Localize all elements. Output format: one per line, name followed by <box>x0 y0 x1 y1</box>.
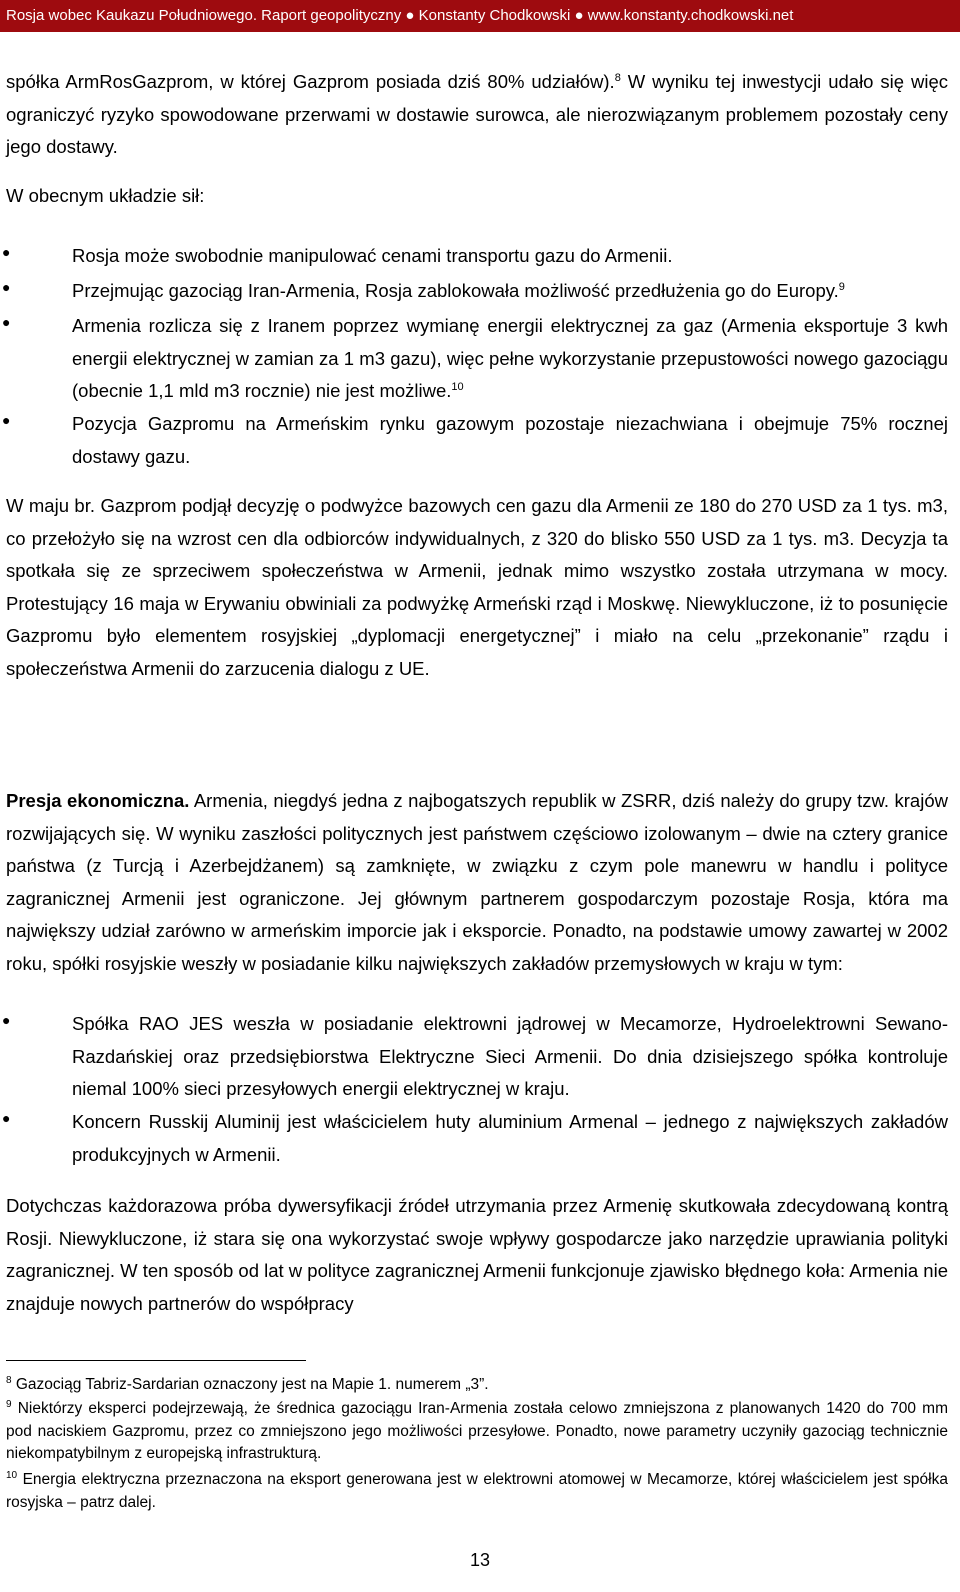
list-item: Armenia rozlicza się z Iranem poprzez wymianę energii elektrycznej za gaz (Armenia eksportuje 3 kwh energii elektrycznej w zamian za 1 m3 gazu), więc pełne wykorzystanie przepustowości nowego gazociągu (obecnie 1,1 mld m3 rocznie) nie jest możliwe.$^{10}$ <box>72 315 948 401</box>
bullet-icon: ● <box>2 314 11 330</box>
bullet-icon: ● <box>2 412 11 428</box>
bullet-icon: ● <box>2 279 11 295</box>
paragraph-vicious-circle: Dotychczas każdorazowa próba dywersyfikacji źródeł utrzymania przez Armenię skutkowała zdecydowaną kontrą Rosji. Niewykluczone, iż stara się ona wykorzystać swoje wpływy gospodarcze jako narzędzie uprawiania polityki zagranicznej. W ten sposób od lat w polityce zagranicznej Armenii funkcjonuje zjawisko błędnego koła: Armenia nie znajduje nowych partnerów do współpracy <box>6 1195 948 1314</box>
paragraph-may-price-rise: W maju br. Gazprom podjął decyzję o podwyżce bazowych cen gazu dla Armenii ze 180 do 270 USD za 1 tys. m3, co przełożyło się na wzrost cen dla odbiorców indywidualnych, z 320 do blisko 550 USD za 1 tys. m3. Decyzja ta spotkała się ze sprzeciwem społeczeństwa w Armenii, jednak mimo wszystko została utrzymana w mocy. Protestujący 16 maja w Erywaniu obwiniali za podwyżkę Armeński rząd i Moskwę. Niewykluczone, iż to posunięcie Gazpromu było elementem rosyjskiej „dyplomacji energetycznej” i miało na celu „przekonanie” rządu i społeczeństwa Armenii do zarzucenia dialogu z UE. <box>6 495 948 679</box>
bullet-icon: ● <box>2 1012 11 1028</box>
footnote-ref-9[interactable]: 9 <box>838 280 845 293</box>
footnote-8: $^8$ Gazociąg Tabriz-Sardarian oznaczony jest na Mapie 1. numerem „3”. <box>6 1374 489 1393</box>
running-header: Rosja wobec Kaukazu Południowego. Raport geopolityczny ● Konstanty Chodkowski ● www.konstanty.chodkowski.net <box>0 0 960 32</box>
list-item: Spółka RAO JES weszła w posiadanie elektrowni jądrowej w Mecamorze, Hydroelektrowni Sewano-Razdańskiej oraz przedsiębiorstwa Elektryczne Sieci Armenii. Do dnia dzisiejszego spółka kontroluje niemal 100% sieci przesyłowych energii elektrycznej w kraju. <box>72 1013 948 1099</box>
list-item: Przejmując gazociąg Iran-Armenia, Rosja zablokowała możliwość przedłużenia go do Europy.$^9$ <box>72 280 845 301</box>
section-heading: Presja ekonomiczna. <box>6 790 190 811</box>
intro-text-a: spółka ArmRosGazprom, w której Gazprom posiada dziś 80% udziałów). <box>6 71 615 92</box>
list-item: Koncern Russkij Aluminij jest właścicielem huty aluminium Armenal – jednego z największych zakładów produkcyjnych w Armenii. <box>72 1111 948 1165</box>
page-number: 13 <box>469 1550 491 1570</box>
footnote-separator <box>6 1360 306 1361</box>
footnote-9: $^9$ Niektórzy eksperci podejrzewają, że średnica gazociągu Iran-Armenia została celowo zmniejszona z planowanych 1420 do 700 mm pod naciskiem Gazpromu, przez co zmniejszono jego możliwości przesyłowe. Ponadto, nowe parametry uczyniły gazociąg technicznie niekompatybilnym z europejską infrastrukturą. <box>6 1398 949 1462</box>
bullet-icon: ● <box>2 244 11 260</box>
footnote-10: $^{10}$ Energia elektryczna przeznaczona na eksport generowana jest w elektrowni atomowej w Mecamorze, której właścicielem jest spółka rosyjska – patrz dalej. <box>6 1469 948 1511</box>
list-item: Pozycja Gazpromu na Armeńskim rynku gazowym pozostaje niezachwiana i obejmuje 75% rocznej dostawy gazu. <box>72 413 948 467</box>
bullet-icon: ● <box>2 1110 11 1126</box>
intro-paragraph <box>6 66 948 164</box>
footnote-ref-10[interactable]: 10 <box>451 380 464 393</box>
forces-heading: W obecnym układzie sił: <box>6 185 205 206</box>
list-item: Rosja może swobodnie manipulować cenami transportu gazu do Armenii. <box>72 245 673 266</box>
paragraph-economic-pressure: Presja ekonomiczna. Armenia, niegdyś jedna z najbogatszych republik w ZSRR, dziś należy do grupy tzw. krajów rozwijających się. W wyniku zaszłości politycznych jest państwem częściowo izolowanym – dwie na cztery granice państwa (z Turcją i Azerbejdżanem) są zamknięte, w związku z czym pole manewru w handlu i polityce zagranicznej Armenii jest ograniczone. Jej głównym partnerem gospodarczym pozostaje Rosja, która ma największy udział zarówno w armeńskim imporcie jak i eksporcie. Ponadto, na podstawie umowy zawartej w 2002 roku, spółki rosyjskie weszły w posiadanie kilku największych zakładów przemysłowych w kraju w tym: <box>6 790 948 974</box>
intro-text-b: W wyniku tej inwestycji udało się więc ograniczyć ryzyko spowodowane przerwami w dostawie surowca, ale nierozwiązanym problemem pozostały ceny jego dostawy. <box>6 71 949 157</box>
footnote-ref-8[interactable]: 8 <box>614 71 621 84</box>
